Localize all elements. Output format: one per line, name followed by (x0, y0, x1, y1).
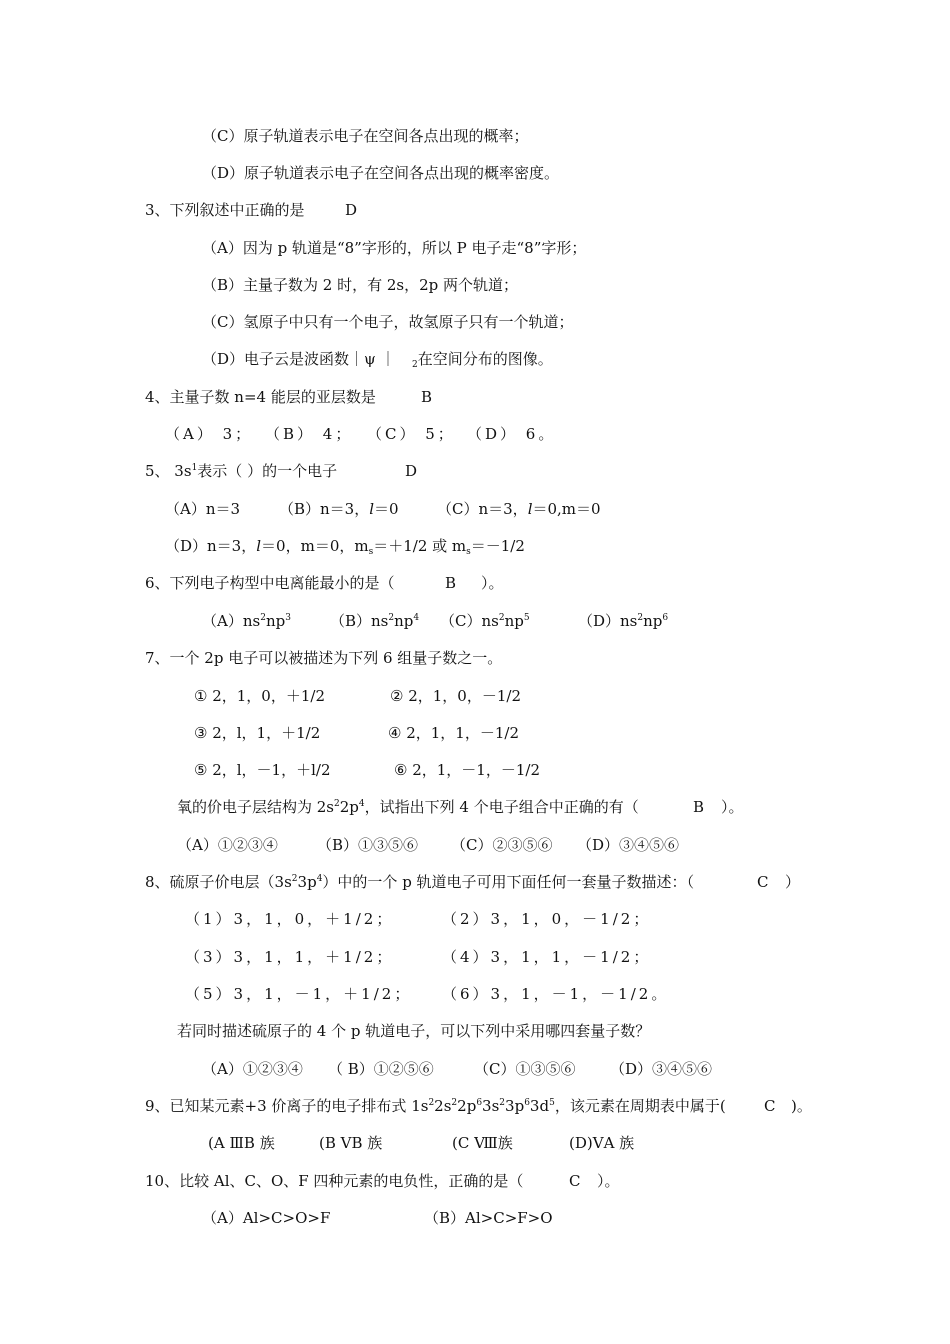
q3-answer: D (345, 201, 358, 219)
q4-answer: B (421, 388, 433, 406)
q10-answer: C (569, 1172, 581, 1190)
q9-answer: C (764, 1097, 776, 1115)
q8-answer: C (757, 873, 769, 891)
q7-answer: B (693, 798, 705, 816)
q5-answer: D (405, 462, 418, 480)
q3-option-d-tail: $_2$在空间分布的图像。 (412, 350, 553, 370)
document-page: （C）原子轨道表示电子在空间各点出现的概率； （D）原子轨道表示电子在空间各点出现的概率密度。 3、下列叙述中正确的是 D （A）因为 p 轨道是“8”字形的，所以 P 电子走“8”字形； （B）主量子数为 2 时，有 2s，2p 两个轨道； （C）氢原子中只有一个电子，故氢原子只有一个轨道； （D）电子云是波函数｜ψ ｜ $_2$在空间分布的图像。 4、主量子数 n=4 能层的亚层数是 B （A） 3； （B） 4； （C） 5； （D） 6。 5、 $3s^1$表示（ ）的一个电子 D （A）n＝3 （B）n＝3，l＝0 （C）n＝3，l＝0,m＝0 （D）n＝3，l＝0，m＝0，$m_s=+1/2$ 或 $m_s=-1/2$ 6、下列电子构型中电离能最小的是（ B ）。 $(A)ns^2np^3$ $(B)ns^2np^4$ $(C)ns^2np^5$ $(D)ns^2np^6$ 7、一个 2p 电子可以被描述为下列 6 组量子数之一。 ① 2，1，0，＋1/2 ② 2，1，0，－1/2 ③ 2，l，1，＋1/2 ④ 2，1，1，－1/2 ⑤ 2，l，－1，＋l/2 ⑥ 2，1，－1，－1/2 氧的价电子层结构为 $2s^22p^4$，试指出下列 4 个电子组合中正确的有（ B ）。 （A）①②③④ （B）①③⑤⑥ （C）②③⑤⑥ （D）③④⑤⑥ 8、硫原子价电层$(3s^23p^4)$中的一个 p 轨道电子可用下面任何一套量子数描述：（ C ） （1）3，1，0，＋1/2； （2）3，1，0，－1/2； （3）3，1，1，＋1/2； （4）3，1，1，－1/2； （5）3，1，－1，＋1/2； （6）3，1，－1，－1/2。 若同时描述硫原子的 4 个 p 轨道电子，可以下列中采用哪四套量子数？ （A）①②③④ （ B）①②⑤⑥ （C）①③⑤⑥ （D）③④⑤⑥ 9、已知某元素+3 价离子的电子排布式 $1s^22s^22p^63s^23p^63d^5$，该元素在周期表中属于( C )。 (A ⅢB 族 (B ⅤB 族 (C Ⅷ族 (D)ⅤA 族 10、比较 Al、C、O、F 四种元素的电负性，正确的是（ C ）。 （A）Al>C>O>F （B）Al>C>F>O (145, 127, 812, 1227)
q6-answer: B (445, 574, 457, 592)
